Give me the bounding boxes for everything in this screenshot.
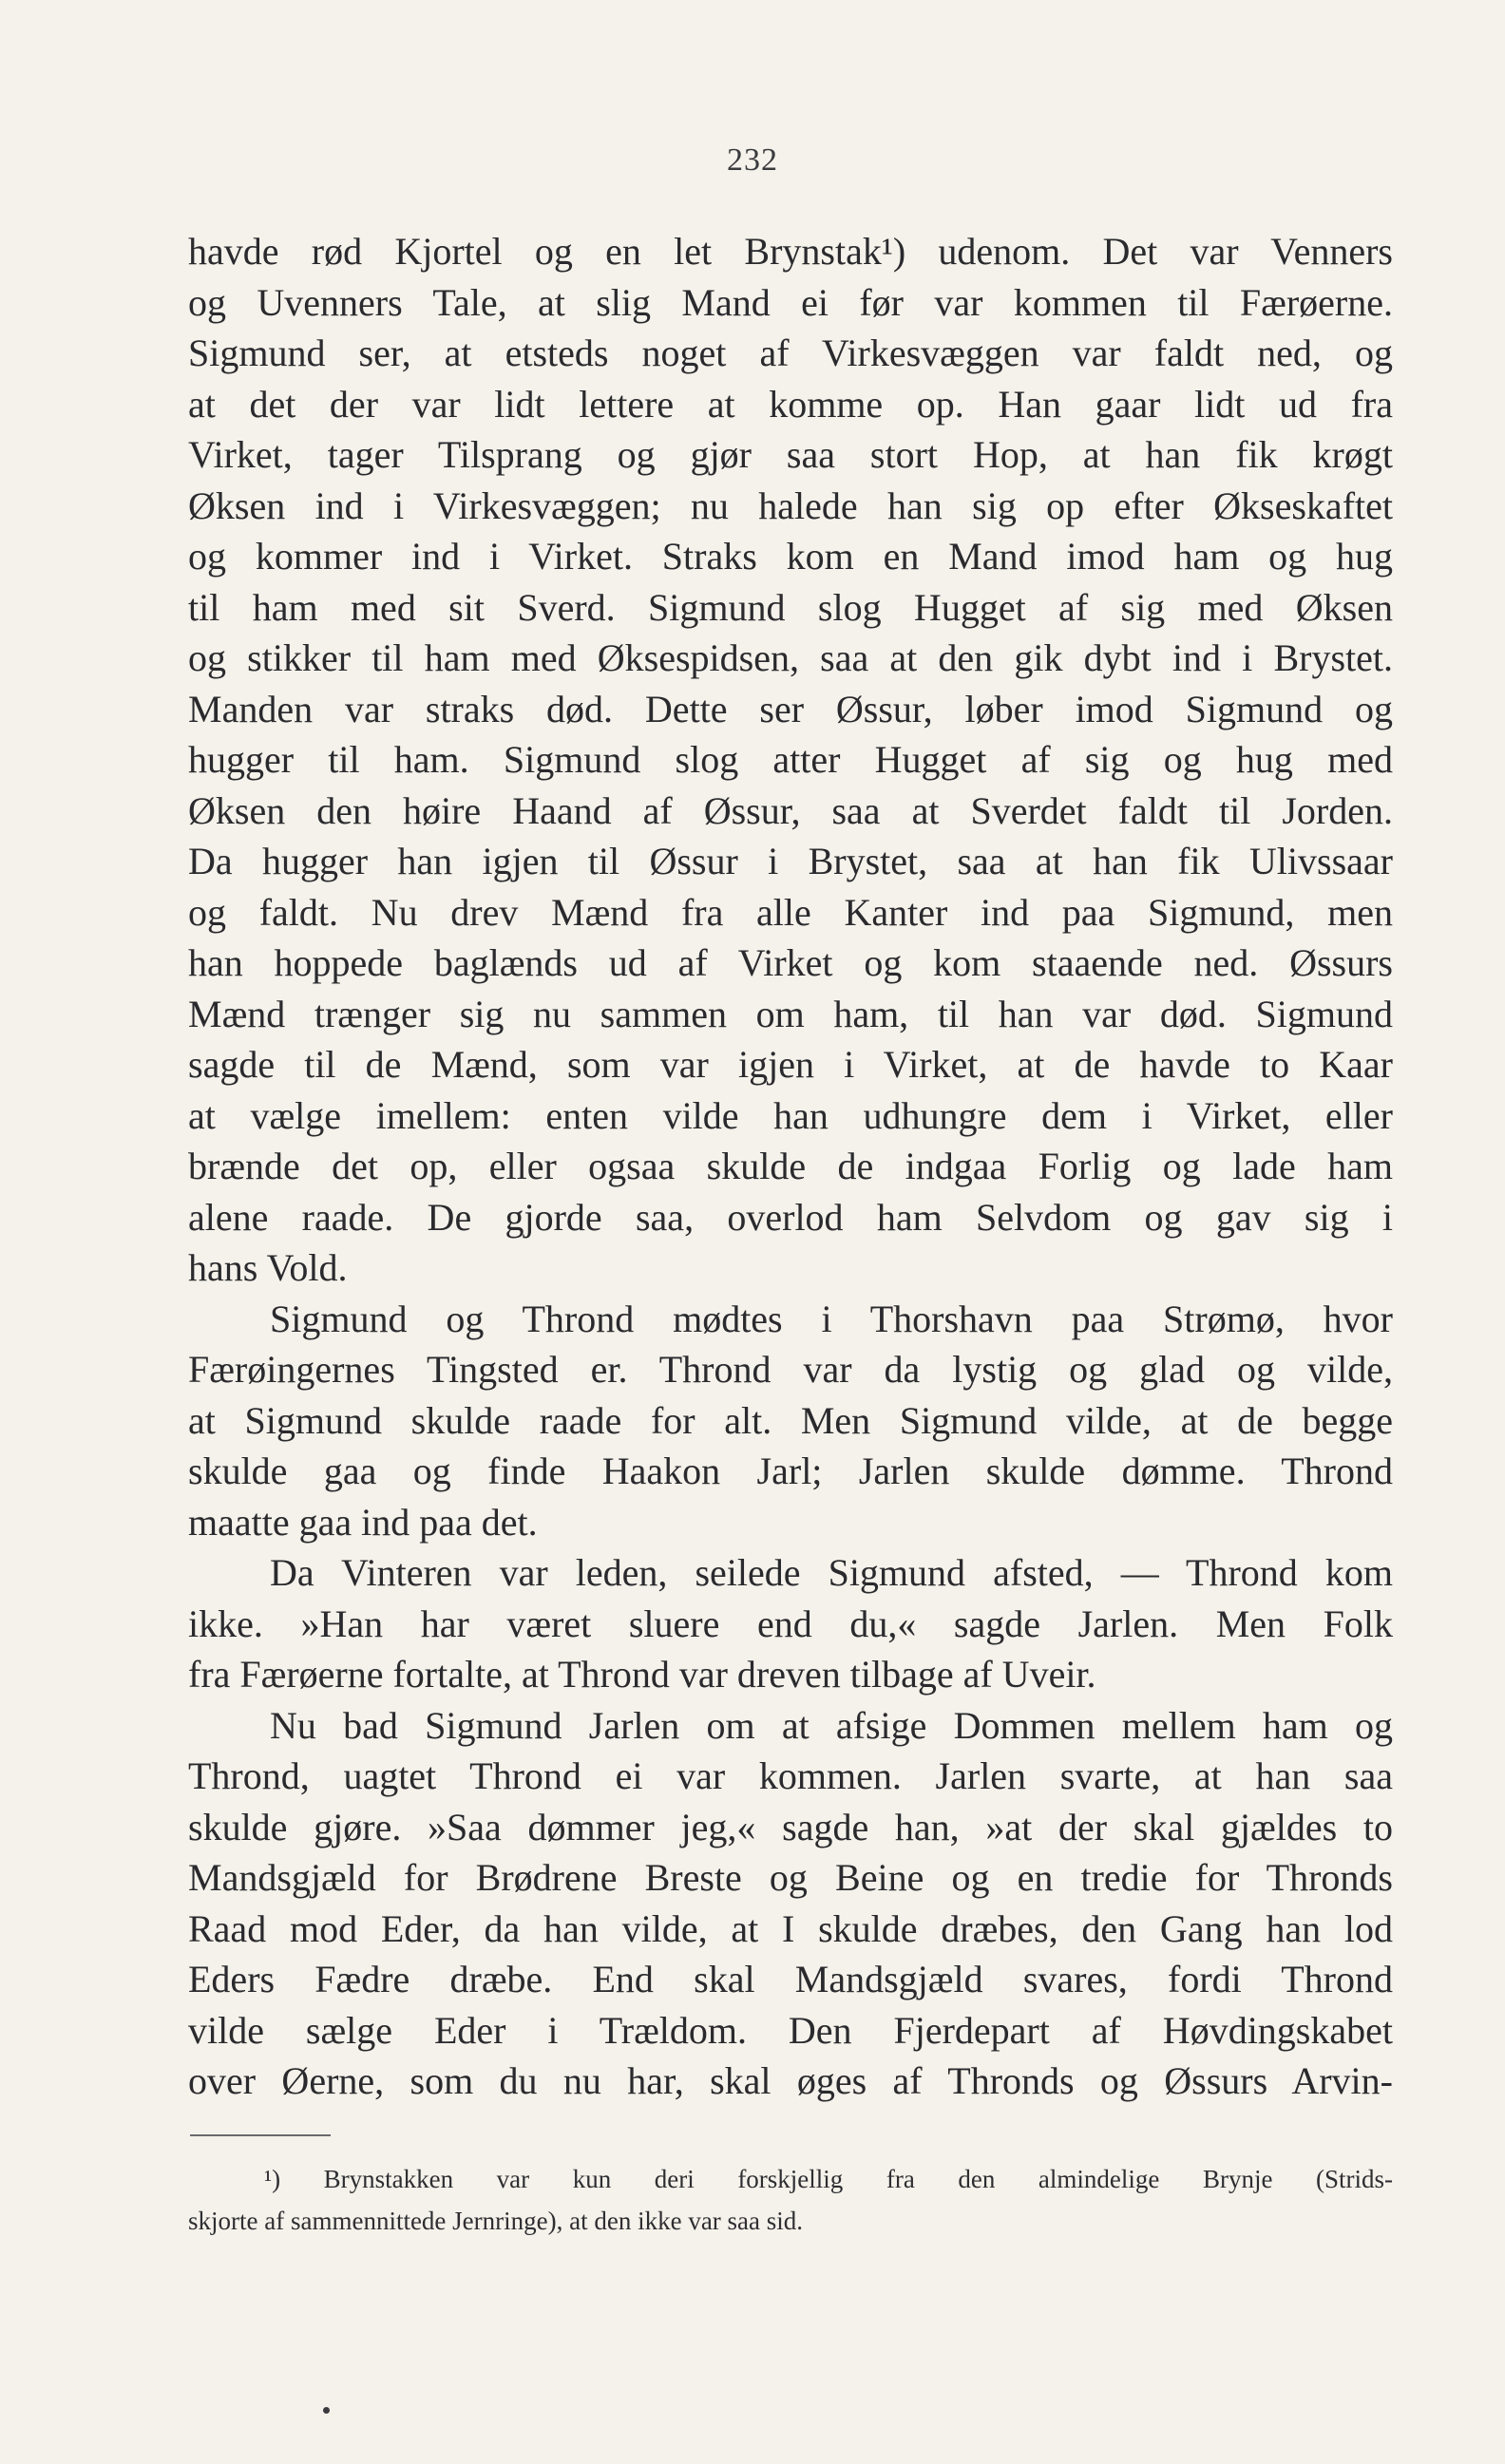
- text-line: hans Vold.: [188, 1246, 348, 1289]
- footnote-line: ¹) Brynstakken var kun deri forskjellig fra den almindelige Brynje (Strids-: [264, 2165, 1393, 2193]
- print-dot-mark: [323, 2407, 330, 2414]
- text-line: han hoppede baglænds ud af Virket og kom staaende ned. Øssurs: [188, 941, 1393, 984]
- footnote-line: skjorte af sammennittede Jernringe), at den ikke var saa sid.: [188, 2207, 804, 2235]
- text-line: over Øerne, som du nu har, skal øges af Thronds og Øssurs Arvin-: [188, 2059, 1393, 2102]
- text-line: Sigmund og Thrond mødtes i Thorshavn paa Strømø, hvor: [270, 1297, 1393, 1340]
- text-line: og Uvenners Tale, at slig Mand ei før var kommen til Færøerne.: [188, 280, 1393, 324]
- text-line: Raad mod Eder, da han vilde, at I skulde dræbes, den Gang han lod: [188, 1906, 1393, 1950]
- text-line: Øksen den høire Haand af Øssur, saa at Sverdet faldt til Jorden.: [188, 788, 1393, 832]
- text-line: brænde det op, eller ogsaa skulde de indgaa Forlig og lade ham: [188, 1145, 1393, 1187]
- text-line: Manden var straks død. Dette ser Øssur, løber imod Sigmund og: [188, 687, 1393, 730]
- text-line: at vælge imellem: enten vilde han udhungre dem i Virket, eller: [188, 1093, 1393, 1137]
- text-line: Thrond, uagtet Thrond ei var kommen. Jarlen svarte, at han saa: [188, 1754, 1393, 1797]
- text-line: ikke. »Han har været sluere end du,« sagde Jarlen. Men Folk: [188, 1602, 1393, 1645]
- text-line: hugger til ham. Sigmund slog atter Hugget af sig og hug med: [188, 738, 1393, 781]
- text-line: og stikker til ham med Øksespidsen, saa at den gik dybt ind i Brystet.: [188, 636, 1393, 679]
- text-line: vilde sælge Eder i Trældom. Den Fjerdepart af Høvdingskabet: [188, 2008, 1393, 2052]
- text-line: skulde gjøre. »Saa dømmer jeg,« sagde han, »at der skal gjældes to: [188, 1805, 1393, 1848]
- footnote: [188, 2158, 1393, 2242]
- text-line: Øksen ind i Virkesvæggen; nu halede han sig op efter Økseskaftet: [188, 483, 1393, 527]
- text-line: Nu bad Sigmund Jarlen om at afsige Dommen mellem ham og: [270, 1703, 1393, 1747]
- text-line: Færøingernes Tingsted er. Thrond var da lystig og glad og vilde,: [188, 1348, 1393, 1391]
- text-line: havde rød Kjortel og en let Brynstak¹) udenom. Det var Venners: [188, 230, 1393, 273]
- text-line: sagde til de Mænd, som var igjen i Virket, at de havde to Kaar: [188, 1043, 1393, 1086]
- text-line: alene raade. De gjorde saa, overlod ham Selvdom og gav sig i: [188, 1195, 1393, 1239]
- text-line: og kommer ind i Virket. Straks kom en Mand imod ham og hug: [188, 535, 1393, 578]
- text-line: til ham med sit Sverd. Sigmund slog Hugget af sig med Øksen: [188, 585, 1393, 629]
- text-line: Mænd trænger sig nu sammen om ham, til han var død. Sigmund: [188, 992, 1393, 1035]
- text-line: maatte gaa ind paa det.: [188, 1500, 538, 1544]
- text-line: Da hugger han igjen til Øssur i Brystet, saa at han fik Ulivssaar: [188, 840, 1393, 882]
- text-line: Sigmund ser, at etsteds noget af Virkesvæggen var faldt ned, og: [188, 332, 1393, 374]
- text-line: skulde gaa og finde Haakon Jarl; Jarlen skulde dømme. Thrond: [188, 1450, 1393, 1492]
- body-text: [188, 226, 1393, 2107]
- text-line: Mandsgjæld for Brødrene Breste og Beine og en tredie for Thronds: [188, 1856, 1393, 1899]
- text-line: at det der var lidt lettere at komme op. Han gaar lidt ud fra: [188, 382, 1393, 426]
- footnote-separator: [190, 2134, 331, 2136]
- page-number: 232: [727, 142, 778, 178]
- text-line: fra Færøerne fortalte, at Thrond var dreven tilbage af Uveir.: [188, 1653, 1096, 1696]
- text-line: Eders Fædre dræbe. End skal Mandsgjæld svares, fordi Thrond: [188, 1958, 1393, 2000]
- text-line: og faldt. Nu drev Mænd fra alle Kanter ind paa Sigmund, men: [188, 890, 1393, 934]
- text-line: Da Vinteren var leden, seilede Sigmund afsted, — Thrond kom: [270, 1551, 1393, 1594]
- text-line: Virket, tager Tilsprang og gjør saa stort Hop, at han fik krøgt: [188, 433, 1393, 476]
- text-line: at Sigmund skulde raade for alt. Men Sigmund vilde, at de begge: [188, 1398, 1393, 1442]
